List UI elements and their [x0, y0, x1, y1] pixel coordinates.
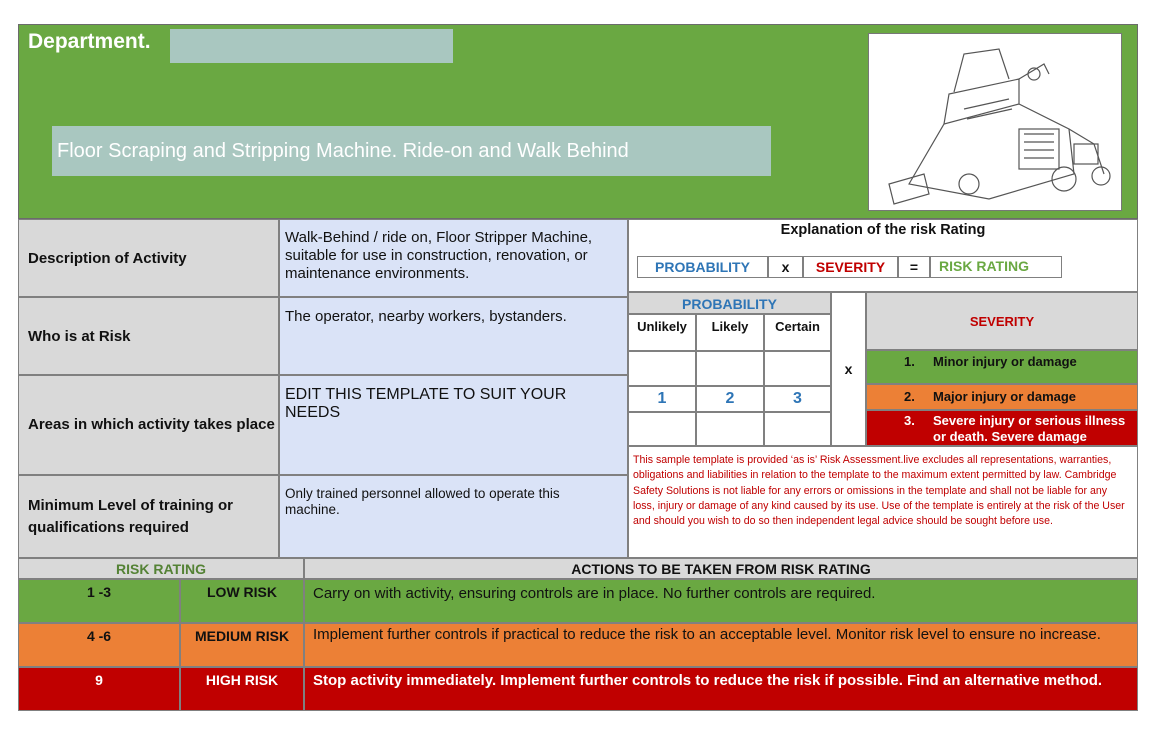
formula-times: x — [768, 256, 803, 278]
activity-title: Floor Scraping and Stripping Machine. Ride-on and Walk Behind — [57, 139, 629, 162]
prob-empty-2 — [696, 351, 764, 386]
row-high-action: Stop activity immediately. Implement further controls to reduce the risk if possible. Find an alternative method. — [304, 667, 1138, 711]
prob-col-likely: Likely — [696, 314, 764, 351]
department-label: Department. — [28, 30, 151, 53]
prob-empty-4 — [628, 412, 696, 446]
formula-risk-rating: RISK RATING — [930, 256, 1062, 278]
probability-title: PROBABILITY — [628, 292, 831, 314]
field-value-areas[interactable]: EDIT THIS TEMPLATE TO SUIT YOUR NEEDS — [279, 375, 628, 475]
field-label-who-at-risk: Who is at Risk — [18, 297, 279, 375]
severity-item-2: 2. Major injury or damage — [866, 384, 1138, 410]
floor-machine-icon — [869, 34, 1121, 210]
rating-header: RISK RATING — [18, 558, 304, 579]
formula-severity: SEVERITY — [803, 256, 898, 278]
field-value-description[interactable]: Walk-Behind / ride on, Floor Stripper Machine, suitable for use in construction, renovation, or maintenance environments. — [279, 219, 628, 297]
prob-col-certain: Certain — [764, 314, 831, 351]
field-label-description: Description of Activity — [18, 219, 279, 297]
field-label-training: Minimum Level of training or qualifications required — [18, 475, 279, 558]
row-medium-action: Implement further controls if practical to reduce the risk to an acceptable level. Monitor risk level to ensure no increase. — [304, 623, 1138, 667]
row-medium-range: 4 -6 — [18, 623, 180, 667]
disclaimer: This sample template is provided ‘as is’ Risk Assessment.live excludes all representations, warranties, obligations and liabilities in relation to the template to the maximum extent permitted by law. Cambridge Safety Solutions is not liable for any errors or omissions in the template and shall not be liable for any loss, injury or damage of any kind caused by its use. Use of the template is entirely at the risk of the User and should you wish to do so then independent legal advice should be sought before use. — [628, 446, 1138, 558]
prob-value-1: 1 — [628, 386, 696, 412]
prob-empty-3 — [764, 351, 831, 386]
department-field[interactable] — [170, 29, 453, 63]
explanation-title: Explanation of the risk Rating — [780, 222, 986, 238]
row-high-level: HIGH RISK — [180, 667, 304, 711]
severity-item-1: 1. Minor injury or damage — [866, 350, 1138, 384]
row-low-level: LOW RISK — [180, 579, 304, 623]
prob-empty-1 — [628, 351, 696, 386]
prob-empty-5 — [696, 412, 764, 446]
row-low-action: Carry on with activity, ensuring controls are in place. No further controls are required. — [304, 579, 1138, 623]
prob-value-2: 2 — [696, 386, 764, 412]
formula-probability: PROBABILITY — [637, 256, 768, 278]
severity-title: SEVERITY — [866, 292, 1138, 350]
actions-header: ACTIONS TO BE TAKEN FROM RISK RATING — [304, 558, 1138, 579]
field-label-areas: Areas in which activity takes place — [18, 375, 279, 475]
machine-image — [868, 33, 1122, 211]
field-value-training[interactable]: Only trained personnel allowed to operate this machine. — [279, 475, 628, 558]
row-medium-level: MEDIUM RISK — [180, 623, 304, 667]
prob-value-3: 3 — [764, 386, 831, 412]
formula-equals: = — [898, 256, 930, 278]
activity-title-box[interactable] — [52, 126, 771, 176]
prob-col-unlikely: Unlikely — [628, 314, 696, 351]
row-high-range: 9 — [18, 667, 180, 711]
multiply-cell: x — [831, 292, 866, 446]
prob-empty-6 — [764, 412, 831, 446]
severity-item-3: 3. Severe injury or serious illness or death. Severe damage — [866, 410, 1138, 446]
row-low-range: 1 -3 — [18, 579, 180, 623]
field-value-who-at-risk[interactable]: The operator, nearby workers, bystanders. — [279, 297, 628, 375]
